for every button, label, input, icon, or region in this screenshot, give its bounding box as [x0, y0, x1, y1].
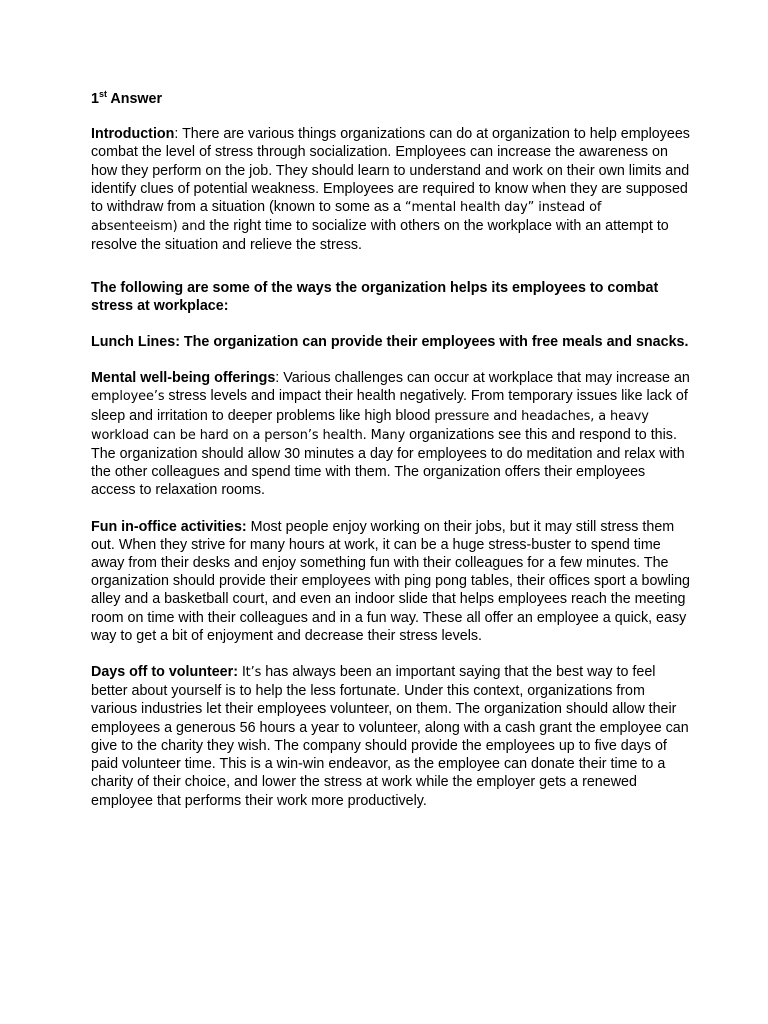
introduction-text-a: : There are various things organizations can do at organization to help employees combat the level of stress through socialization. Employees can increase the awareness on how they perform on the job. They should learn to understand and work on their own limits and identify clues of potential weakness. Employees are required to know when they are supposed to withdraw from a situation (known to some as a	[91, 126, 690, 216]
mental-wellbeing-text-b: stress levels and impact their health negatively. From temporary issues like lack of sleep and irritation to deeper problems like high blood	[91, 388, 688, 424]
mental-wellbeing-text-alt2: pressure and headaches, a heavy workload can be hard on a person’s health. Many	[91, 408, 649, 443]
answer-heading	[91, 90, 691, 108]
fun-activities-paragraph	[91, 518, 691, 645]
days-off-paragraph	[91, 663, 691, 810]
fun-activities-label: Fun in-office activities:	[91, 518, 247, 535]
mental-wellbeing-paragraph	[91, 369, 691, 499]
document-page	[91, 90, 691, 828]
introduction-label: Introduction	[91, 126, 175, 143]
fun-activities-text: Most people enjoy working on their jobs, but it may still stress them out. When they strive for many hours at work, it can be a huge stress-buster to spend time away from their desks and enjoy something fun with their colleagues for a few minutes. The organization should provide their employees with ping pong tables, their offices sport a bowling alley and a basketball court, and even an indoor slide that helps employees reach the meeting room on time with their colleagues and in a fun way. These all offer an employee a quick, easy way to get a bit of enjoyment and decrease their stress levels.	[91, 518, 690, 644]
answer-ordinal-suffix: st	[98, 89, 107, 100]
answer-number: 1	[91, 91, 99, 107]
mental-wellbeing-text-alt1: employee’s	[91, 389, 165, 405]
introduction-text-alt: “mental health day” instead of absenteeism) and	[91, 200, 602, 235]
days-off-text-alt: It’s	[237, 665, 262, 681]
days-off-text: has always been an important saying that the best way to feel better about yourself is to help the less fortunate. Under this context, organizations from various industries let their employees volunteer, on them. The organization should allow their employees a generous 56 hours a year to volunteer, along with a cash grant the employee can give to the charity they wish. The company should provide the employees up to five days of paid volunteer time. This is a win-win endeavor, as the employee can donate their time to a charity of their choice, and lower the stress at work while the employer gets a renewed employee that performs their work more productively.	[91, 664, 689, 809]
introduction-text-b: the right time to socialize with others on the workplace with an attempt to resolve the situation and relieve the stress.	[91, 218, 669, 254]
lunch-lines-paragraph: Lunch Lines: The organization can provide their employees with free meals and snacks.	[91, 334, 689, 351]
days-off-label: Days off to volunteer:	[91, 664, 238, 681]
mental-wellbeing-text-c: organizations see this and respond to this. The organization should allow 30 minutes a day for employees to do meditation and relax with the other colleagues and spend time with them. The organization offers their employees access to relaxation rooms.	[91, 426, 685, 499]
answer-word: Answer	[106, 91, 163, 107]
introduction-paragraph	[91, 125, 691, 254]
ways-heading: The following are some of the ways the organization helps its employees to combat stress at workplace:	[91, 279, 659, 314]
mental-wellbeing-text-a: : Various challenges can occur at workplace that may increase an	[275, 370, 690, 387]
mental-wellbeing-label: Mental well-being offerings	[91, 370, 276, 387]
